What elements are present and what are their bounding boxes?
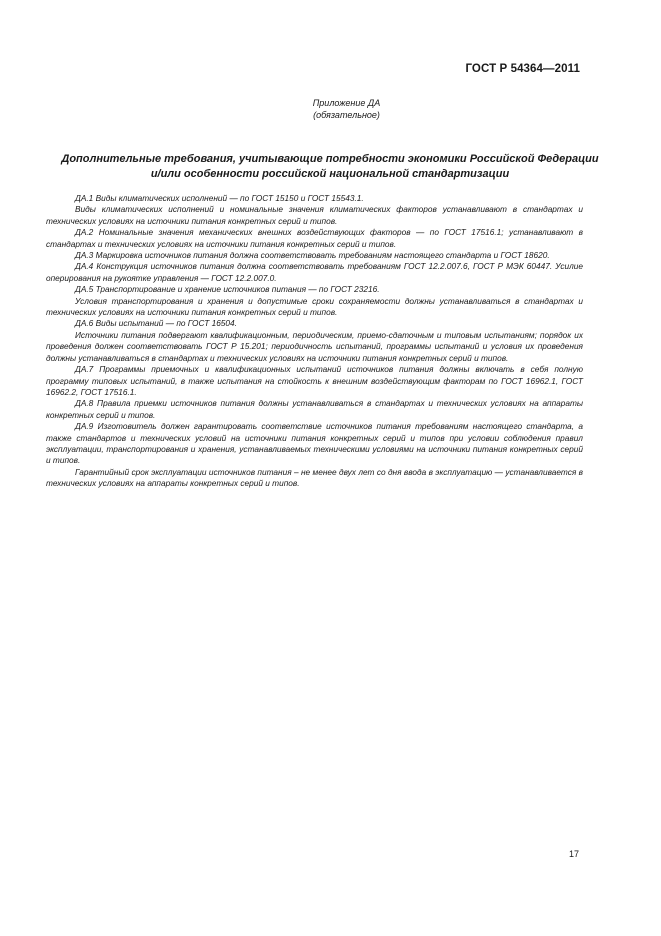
document-header: ГОСТ Р 54364—2011 — [465, 63, 580, 75]
paragraph: ДА.4 Конструкция источников питания должна соответствовать требованиям ГОСТ 12.2.007.6, ГОСТ Р МЭК 60447. Усилие оперирования на рукоятке управления — ГОСТ 12.2.007.0. — [46, 261, 583, 283]
paragraph: ДА.5 Транспортирование и хранение источников питания — по ГОСТ 23216. — [75, 284, 380, 295]
paragraph: ДА.8 Правила приемки источников питания должны устанавливаться в стандартах и технических условиях на аппараты конкретных серий и типов. — [46, 398, 583, 420]
paragraph: Источники питания подвергают квалификационным, периодическим, приемо-сдаточным и типовым испытаниям; порядок их проведения должен соответствовать ГОСТ Р 15.201; периодичность испытаний, программы испытаний и условия их проведения должны устанавливаться в стандартах и технических условиях на источники питания конкретных серий и типов. — [46, 329, 583, 363]
paragraph: Гарантийный срок эксплуатации источников питания – не менее двух лет со дня ввода в эксплуатацию — устанавливается в технических условиях на аппараты конкретных серий и типов. — [46, 466, 583, 489]
section-title: Дополнительные требования, учитывающие потребности экономики Российской Федерации и/или особенности российской национальной стандартизации — [61, 153, 599, 180]
page-number: 17 — [568, 849, 579, 859]
annex-status: (обязательное) — [313, 110, 380, 120]
paragraph: ДА.7 Программы приемочных и квалификационных испытаний источников питания должны включать в себя полную программу типовых испытаний, в также испытания на стойкость к внешним воздействующим факторам по ГОСТ 16962.1, ГОСТ 16962.2, ГОСТ 17516.1. — [46, 364, 583, 397]
annex-title: Приложение ДА — [312, 98, 381, 108]
paragraph: ДА.1 Виды климатических исполнений — по ГОСТ 15150 и ГОСТ 15543.1. — [75, 193, 364, 203]
paragraph: ДА.3 Маркировка источников питания должна соответствовать требованиям настоящего стандарта и ГОСТ 18620. — [75, 250, 550, 261]
paragraph: Виды климатических исполнений и номинальные значения климатических факторов устанавливают в стандартах и технических условиях на источники питания конкретных серий и типов. — [46, 204, 583, 226]
document-body — [46, 193, 583, 490]
paragraph: Условия транспортирования и хранения и допустимые сроки сохраняемости должны устанавливаться в стандартах и технических условиях на источники питания конкретных серий и типов. — [46, 295, 583, 318]
paragraph: ДА.6 Виды испытаний — по ГОСТ 16504. — [75, 318, 237, 329]
annex-heading — [0, 97, 661, 121]
paragraph: ДА.2 Номинальные значения механических внешних воздействующих факторов — по ГОСТ 17516.1; устанавливают в стандартах и технических условиях на источники питания конкретных серий и типов. — [46, 227, 583, 249]
paragraph: ДА.9 Изготовитель должен гарантировать соответствие источников питания требованиям настоящего стандарта, а также стандартов и технических условий на источники питания конкретных серий и типов при условии соблюдения правил эксплуатации, транспортирования и хранения, устанавливаемых техническими условиями на источники питания конкретных серий и типов. — [46, 421, 583, 466]
